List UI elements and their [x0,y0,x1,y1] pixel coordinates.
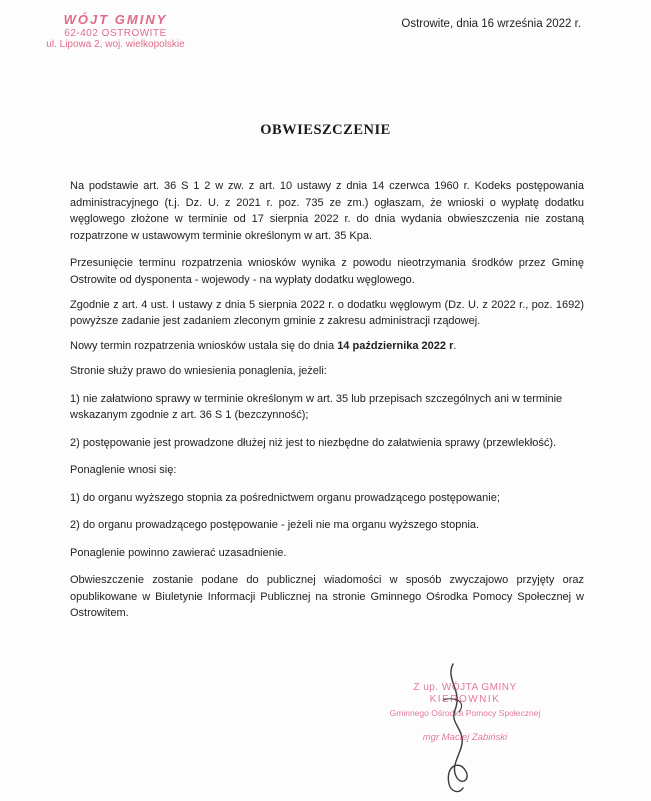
paragraph-reminder-submission: Ponaglenie wnosi się: [70,464,177,476]
new-deadline-date: 14 października 2022 r [337,340,454,352]
signature-stamp [380,682,550,743]
paragraph-publication: Obwieszczenie zostanie podane do publicznej wiadomości w sposób zwyczajowo przyjęty oraz opublikowane w Biuletynie Informacji Publicznej na stronie Gminnego Ośrodka Pomocy Społecznej w Ostrowitem. [70,574,584,619]
paragraph-right-to-reminder: Stronie służy prawo do wniesienia ponaglenia, jeżeli: [70,365,327,377]
paragraph-reason: Przesunięcie terminu rozpatrzenia wniosków wynika z powodu nieotrzymania środków przez Gminę Ostrowite od dysponenta - wojewody - na wypłaty dodatku węglowego. [70,257,584,286]
paragraph-inaction: 1) nie załatwiono sprawy w terminie określonym w art. 35 lub przepisach szczególnych ani w terminie wskazanym zgodnie z art. 36 S 1 (bezczynność); [70,392,563,421]
stamp-line-2: 62-402 OSTROWITE [64,28,167,39]
paragraph-legal-basis: Na podstawie art. 36 S 1 2 w zw. z art. 10 ustawy z dnia 14 czerwca 1960 r. Kodeks postępowania administracyjnego (t.j. Dz. U. z 2021 r. poz. 735 ze zm.) ogłaszam, że wnioski o wypłatę dodatku węglowego złożone w terminie od 17 sierpnia 2022 r. do dnia wydania obwieszczenia nie zostaną rozpatrzone w ustawowym terminie określonym w art. 35 Kpa. [70,180,584,242]
signature-stamp-line-4: mgr Maciej Zabiński [422,732,508,743]
paragraph-justification: Ponaglenie powinno zawierać uzasadnienie. [70,546,287,559]
paragraph-higher-authority: 1) do organu wyższego stopnia za pośrednictwem organu prowadzącego postępowanie; [70,491,500,504]
document-title: OBWIESZCZENIE [260,122,391,138]
signature-stamp-line-1: Z up. WÓJTA GMINY [413,682,517,693]
office-stamp [28,12,203,50]
signature-stamp-line-3: Gminnego Ośrodka Pomocy Społecznej [389,708,541,718]
place-date: Ostrowite, dnia 16 września 2022 r. [401,18,581,30]
paragraph-conducting-authority: 2) do organu prowadzącego postępowanie - jeżeli nie ma organu wyższego stopnia. [70,519,480,531]
paragraph-delay: 2) postępowanie jest prowadzone dłużej niż jest to niezbędne do załatwienia sprawy (przewlekłość). [70,436,557,449]
paragraph-law-reference: Zgodnie z art. 4 ust. I ustawy z dnia 5 sierpnia 2022 r. o dodatku węglowym (Dz. U. z 2022 r., poz. 1692) powyższe zadanie jest zadaniem zleconym gminie z zakresu administracji rządowej. [70,298,584,327]
stamp-line-3: ul. Lipowa 2, woj. wielkopolskie [46,39,185,50]
stamp-line-1: WÓJT GMINY [63,12,168,27]
signature-stamp-line-2: KIEROWNIK [429,694,501,705]
paragraph-new-deadline [70,338,584,355]
new-deadline-suffix: . [453,340,457,352]
document-body [70,178,584,630]
new-deadline-prefix: Nowy termin rozpatrzenia wniosków ustala się do dnia [70,340,338,352]
